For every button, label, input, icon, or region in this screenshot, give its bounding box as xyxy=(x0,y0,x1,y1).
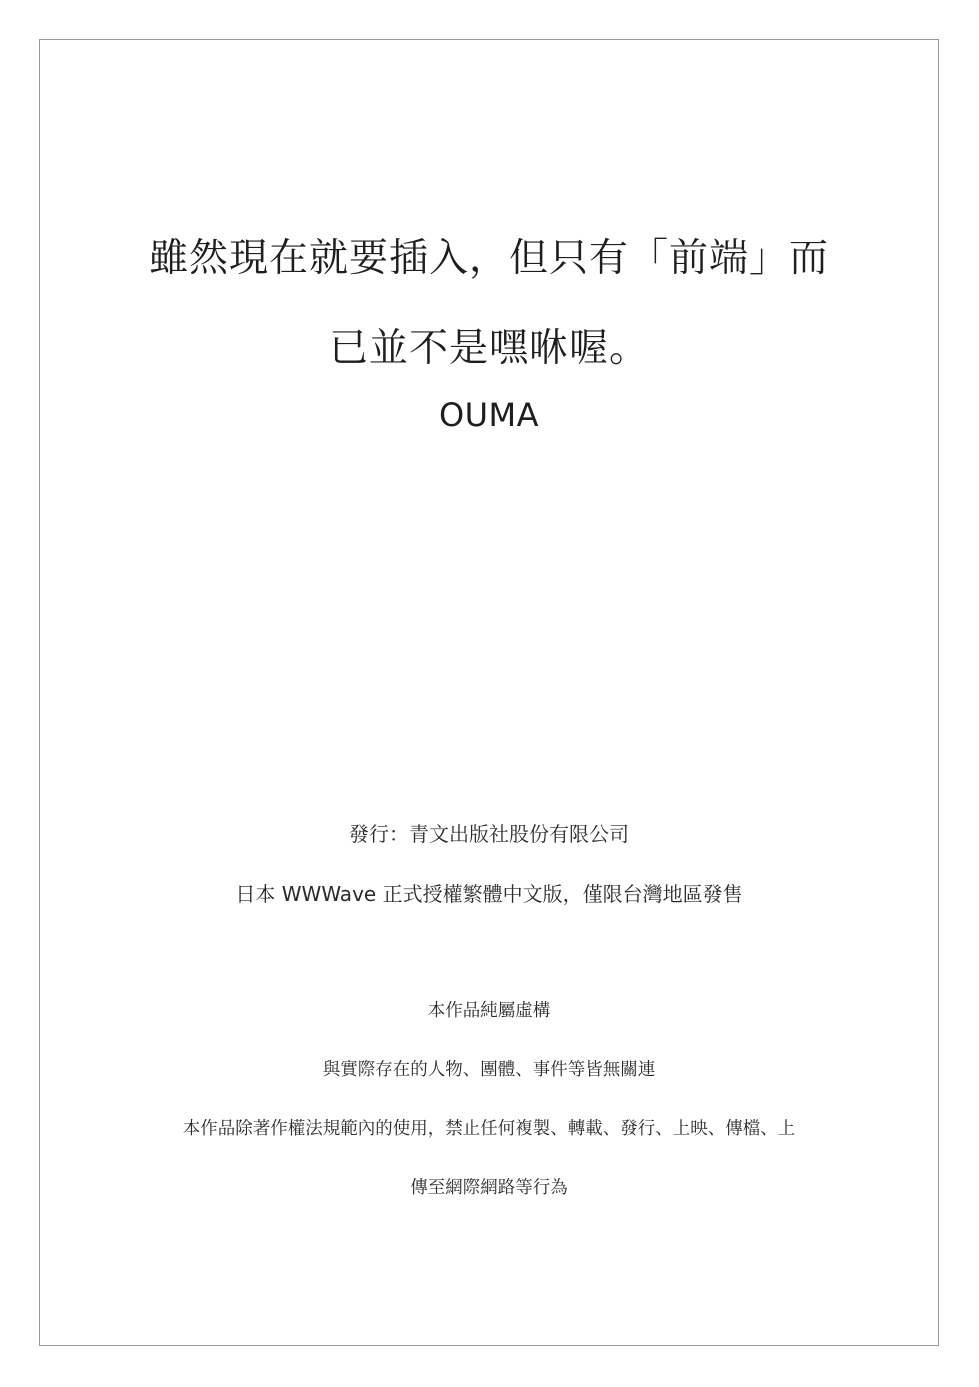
page-frame xyxy=(39,39,939,1346)
license-line: 日本 WWWave 正式授權繁體中文版，僅限台灣地區發售 xyxy=(235,882,743,906)
copyright-notice-line-1: 本作品除著作權法規範內的使用，禁止任何複製、轉載、發行、上映、傳檔、上 xyxy=(182,1119,796,1139)
copyright-notice-line-2: 傳至網際網路等行為 xyxy=(410,1178,568,1198)
fiction-notice: 本作品純屬虛構 xyxy=(427,1001,551,1021)
disclaimer-notice: 與實際存在的人物、團體、事件等皆無關連 xyxy=(322,1060,656,1080)
book-title-line-1: 雖然現在就要插入，但只有「前端」而 xyxy=(148,236,829,281)
book-title-line-2: 已並不是嘿咻喔。 xyxy=(328,326,649,371)
author-name: OUMA xyxy=(438,396,540,434)
publisher-line: 發行：青文出版社股份有限公司 xyxy=(349,822,629,846)
